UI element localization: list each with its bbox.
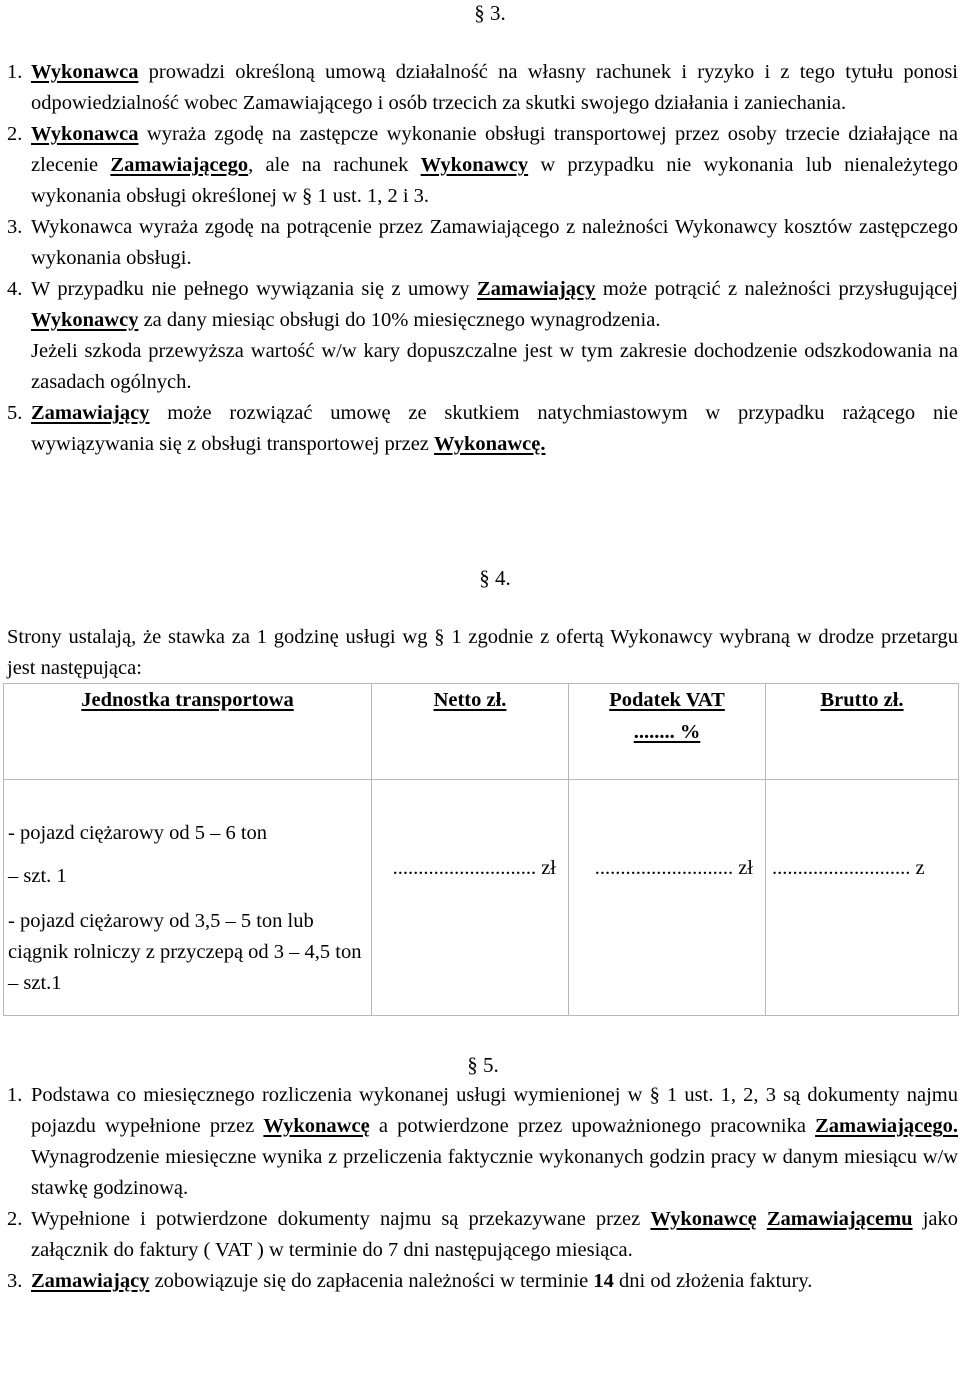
section-5-item-1: 1. Podstawa co miesięcznego rozliczenia wykonanej usługi wymienionej w § 1 ust. 1, 2, 3 są dokumenty najmu pojazdu wypełnione przez Wykonawcę a potwierdzone przez upoważnionego pracownika Zamawiającego. Wynagrodzenie miesięczne wynika z przeliczenia faktycznie wykonanych godzin pracy w danym miesiącu w/w stawkę godzinową. [7,1084,958,1199]
net-value-cell: ............................ zł [372,780,569,1016]
vat-value-cell: ........................... zł [569,780,766,1016]
keyword-zamawiajacy: Zamawiający [476,278,596,300]
section-3-item-4-continuation: Jeżeli szkoda przewyższa wartość w/w kary dopuszczalne jest w tym zakresie dochodzenie odszkodowania na zasadach ogólnych. [31,340,958,393]
header-net: Netto zł. [372,684,569,780]
section-4-heading: § 4. [479,566,511,590]
keyword-wykonawcy: Wykonawcy [420,154,529,176]
vehicle-2: - pojazd ciężarowy od 3,5 – 5 ton lub ciągnik rolniczy z przyczepą od 3 – 4,5 ton – szt.1 [8,910,362,994]
header-gross: Brutto zł. [766,684,959,780]
keyword-wykonawce: Wykonawcę [263,1115,370,1137]
table-header-row [4,684,959,780]
section-3-list [7,57,958,460]
section-3-item-2: 2. Wykonawca wyraża zgodę na zastępcze wykonanie obsługi transportowej przez osoby trzecie działające na zlecenie Zamawiającego, ale na rachunek Wykonawcy w przypadku nie wykonania lub nienależytego wykonania obsługi określonej w § 1 ust. 1, 2 i 3. [7,123,958,207]
section-5-heading: § 5. [467,1053,499,1077]
header-unit: Jednostka transportowa [4,684,372,780]
keyword-zamawiajacy: Zamawiający [31,1270,150,1292]
section-3-item-3: 3. Wykonawca wyraża zgodę na potrącenie przez Zamawiającego z należności Wykonawcy kosztów zastępczego wykonania obsługi. [7,216,958,269]
keyword-wykonawca: Wykonawca [31,123,139,145]
section-3-item-4: 4. W przypadku nie pełnego wywiązania się z umowy Zamawiający może potrącić z należności przysługującej Wykonawcy za dany miesiąc obsługi do 10% miesięcznego wynagrodzenia. [7,278,958,331]
keyword-zamawiajacemu: Zamawiającemu [766,1208,913,1230]
keyword-zamawiajacego: Zamawiającego. [815,1115,958,1137]
section-5-item-3: 3. Zamawiający zobowiązuje się do zapłacenia należności w terminie 14 dni od złożenia faktury. [7,1270,813,1292]
keyword-zamawiajacego: Zamawiającego [110,154,249,176]
vehicle-cell [4,780,372,1016]
table-row [4,780,959,1016]
keyword-wykonawcy: Wykonawcy [31,309,139,331]
vehicle-1-line-2: – szt. 1 [8,865,67,887]
keyword-wykonawce: Wykonawcę [650,1208,757,1230]
keyword-wykonawca: Wykonawca [31,61,139,83]
header-vat: Podatek VAT ........ % [569,684,766,780]
section-3-item-5: 5. Zamawiający może rozwiązać umowę ze skutkiem natychmiastowym w przypadku rażącego nie wywiązywania się z obsługi transportowej przez Wykonawcę. [7,402,958,455]
rates-table [3,683,959,1016]
section-5-item-2: 2. Wypełnione i potwierdzone dokumenty najmu są przekazywane przez Wykonawcę Zamawiającemu jako załącznik do faktury ( VAT ) w terminie do 7 dni następującego miesiąca. [7,1208,958,1261]
section-3-item-1: 1. Wykonawca prowadzi określoną umową działalność na własny rachunek i ryzyko i z tego tytułu ponosi odpowiedzialność wobec Zamawiającego i osób trzecich za skutki swojego działania i zaniechania. [7,61,958,114]
section-3-heading: § 3. [474,1,506,25]
payment-days: 14 [593,1270,614,1292]
vehicle-1-line-1: - pojazd ciężarowy od 5 – 6 ton [8,822,268,844]
keyword-wykonawce: Wykonawcę. [434,433,546,455]
section-4-intro: Strony ustalają, że stawka za 1 godzinę usługi wg § 1 zgodnie z ofertą Wykonawcy wybraną w drodze przetargu jest następująca: [7,626,958,679]
keyword-zamawiajacy: Zamawiający [31,402,150,424]
section-5-list [7,1080,958,1297]
gross-value-cell: ........................... z [766,780,959,1016]
